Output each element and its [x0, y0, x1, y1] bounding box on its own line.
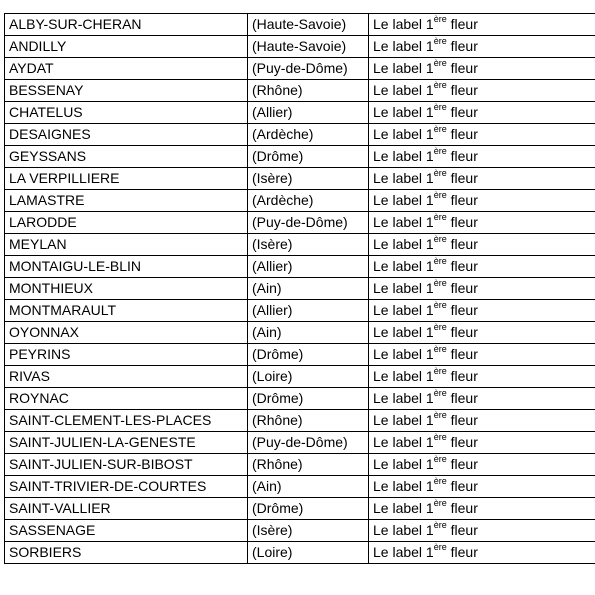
commune-cell: SAINT-JULIEN-SUR-BIBOST [5, 454, 248, 476]
commune-cell: SORBIERS [5, 542, 248, 564]
department-cell: (Rhône) [248, 454, 369, 476]
label-superscript: ère [433, 300, 447, 311]
table-row [5, 476, 595, 498]
label-prefix: Le label 1 [373, 148, 434, 164]
label-prefix: Le label 1 [373, 368, 434, 384]
label-suffix: fleur [446, 60, 478, 76]
label-cell [369, 146, 595, 168]
commune-cell: LA VERPILLIERE [5, 168, 248, 190]
label-suffix: fleur [446, 104, 478, 120]
table-row [5, 432, 595, 454]
department-cell: (Ain) [248, 322, 369, 344]
department-cell: (Loire) [248, 366, 369, 388]
department-cell: (Puy-de-Dôme) [248, 58, 369, 80]
label-superscript: ère [433, 168, 447, 179]
department-cell: (Loire) [248, 542, 369, 564]
label-superscript: ère [433, 410, 447, 421]
label-prefix: Le label 1 [373, 104, 434, 120]
commune-cell: ALBY-SUR-CHERAN [5, 14, 248, 36]
department-cell: (Allier) [248, 300, 369, 322]
table-row [5, 300, 595, 322]
department-cell: (Drôme) [248, 498, 369, 520]
department-cell: (Puy-de-Dôme) [248, 212, 369, 234]
label-cell [369, 168, 595, 190]
label-superscript: ère [433, 190, 447, 201]
table-row [5, 542, 595, 564]
department-cell: (Ain) [248, 476, 369, 498]
department-cell: (Rhône) [248, 410, 369, 432]
label-suffix: fleur [446, 280, 478, 296]
label-prefix: Le label 1 [373, 456, 434, 472]
label-prefix: Le label 1 [373, 544, 434, 560]
commune-cell: GEYSSANS [5, 146, 248, 168]
label-suffix: fleur [446, 258, 478, 274]
commune-cell: RIVAS [5, 366, 248, 388]
department-cell: (Haute-Savoie) [248, 36, 369, 58]
commune-cell: SAINT-CLEMENT-LES-PLACES [5, 410, 248, 432]
label-suffix: fleur [446, 522, 478, 538]
label-superscript: ère [433, 80, 447, 91]
label-cell [369, 366, 595, 388]
label-cell [369, 388, 595, 410]
label-suffix: fleur [446, 346, 478, 362]
label-prefix: Le label 1 [373, 82, 434, 98]
label-prefix: Le label 1 [373, 522, 434, 538]
label-suffix: fleur [446, 544, 478, 560]
commune-cell: MONTHIEUX [5, 278, 248, 300]
commune-cell: ROYNAC [5, 388, 248, 410]
department-cell: (Rhône) [248, 80, 369, 102]
commune-cell: DESAIGNES [5, 124, 248, 146]
table-row [5, 146, 595, 168]
department-cell: (Ardèche) [248, 124, 369, 146]
label-cell [369, 432, 595, 454]
label-suffix: fleur [446, 368, 478, 384]
label-prefix: Le label 1 [373, 390, 434, 406]
table-row [5, 278, 595, 300]
commune-cell: AYDAT [5, 58, 248, 80]
label-superscript: ère [433, 542, 447, 553]
label-cell [369, 476, 595, 498]
label-cell [369, 256, 595, 278]
label-suffix: fleur [446, 170, 478, 186]
label-suffix: fleur [446, 16, 478, 32]
commune-cell: SAINT-JULIEN-LA-GENESTE [5, 432, 248, 454]
label-cell [369, 14, 595, 36]
department-cell: (Allier) [248, 256, 369, 278]
label-cell [369, 300, 595, 322]
table-row [5, 102, 595, 124]
document-page [4, 13, 595, 564]
label-suffix: fleur [446, 236, 478, 252]
label-suffix: fleur [446, 456, 478, 472]
table-row [5, 498, 595, 520]
label-prefix: Le label 1 [373, 412, 434, 428]
label-prefix: Le label 1 [373, 324, 434, 340]
table-row [5, 14, 595, 36]
label-prefix: Le label 1 [373, 280, 434, 296]
label-suffix: fleur [446, 500, 478, 516]
table-row [5, 58, 595, 80]
label-superscript: ère [433, 124, 447, 135]
label-superscript: ère [433, 344, 447, 355]
label-suffix: fleur [446, 192, 478, 208]
table-row [5, 520, 595, 542]
label-prefix: Le label 1 [373, 214, 434, 230]
label-suffix: fleur [446, 412, 478, 428]
label-cell [369, 102, 595, 124]
label-suffix: fleur [446, 82, 478, 98]
label-suffix: fleur [446, 214, 478, 230]
label-superscript: ère [433, 454, 447, 465]
commune-cell: MEYLAN [5, 234, 248, 256]
label-superscript: ère [433, 256, 447, 267]
table-row [5, 234, 595, 256]
department-cell: (Ardèche) [248, 190, 369, 212]
awards-table-body [5, 14, 595, 564]
label-prefix: Le label 1 [373, 236, 434, 252]
label-cell [369, 212, 595, 234]
commune-cell: MONTMARAULT [5, 300, 248, 322]
table-row [5, 410, 595, 432]
label-superscript: ère [433, 278, 447, 289]
label-prefix: Le label 1 [373, 192, 434, 208]
label-cell [369, 322, 595, 344]
label-cell [369, 344, 595, 366]
label-prefix: Le label 1 [373, 346, 434, 362]
commune-cell: SAINT-TRIVIER-DE-COURTES [5, 476, 248, 498]
label-prefix: Le label 1 [373, 478, 434, 494]
department-cell: (Drôme) [248, 146, 369, 168]
label-suffix: fleur [446, 148, 478, 164]
label-cell [369, 542, 595, 564]
department-cell: (Haute-Savoie) [248, 14, 369, 36]
commune-cell: PEYRINS [5, 344, 248, 366]
label-prefix: Le label 1 [373, 38, 434, 54]
commune-cell: ANDILLY [5, 36, 248, 58]
label-cell [369, 124, 595, 146]
label-prefix: Le label 1 [373, 16, 434, 32]
table-row [5, 212, 595, 234]
table-row [5, 256, 595, 278]
table-row [5, 322, 595, 344]
department-cell: (Isère) [248, 168, 369, 190]
commune-cell: BESSENAY [5, 80, 248, 102]
commune-cell: SAINT-VALLIER [5, 498, 248, 520]
label-superscript: ère [433, 322, 447, 333]
label-prefix: Le label 1 [373, 60, 434, 76]
label-prefix: Le label 1 [373, 126, 434, 142]
label-suffix: fleur [446, 478, 478, 494]
label-prefix: Le label 1 [373, 434, 434, 450]
label-prefix: Le label 1 [373, 302, 434, 318]
label-suffix: fleur [446, 390, 478, 406]
label-suffix: fleur [446, 324, 478, 340]
label-cell [369, 520, 595, 542]
table-row [5, 36, 595, 58]
label-superscript: ère [433, 14, 447, 25]
label-cell [369, 36, 595, 58]
label-cell [369, 454, 595, 476]
label-cell [369, 80, 595, 102]
table-row [5, 168, 595, 190]
table-row [5, 190, 595, 212]
label-superscript: ère [433, 58, 447, 69]
label-superscript: ère [433, 432, 447, 443]
table-row [5, 366, 595, 388]
table-row [5, 344, 595, 366]
label-cell [369, 58, 595, 80]
awards-table [4, 13, 595, 564]
table-row [5, 388, 595, 410]
label-suffix: fleur [446, 434, 478, 450]
department-cell: (Puy-de-Dôme) [248, 432, 369, 454]
label-cell [369, 190, 595, 212]
label-cell [369, 498, 595, 520]
label-superscript: ère [433, 146, 447, 157]
label-superscript: ère [433, 498, 447, 509]
label-superscript: ère [433, 102, 447, 113]
table-row [5, 454, 595, 476]
commune-cell: OYONNAX [5, 322, 248, 344]
commune-cell: SASSENAGE [5, 520, 248, 542]
commune-cell: CHATELUS [5, 102, 248, 124]
department-cell: (Drôme) [248, 344, 369, 366]
department-cell: (Ain) [248, 278, 369, 300]
department-cell: (Isère) [248, 234, 369, 256]
department-cell: (Allier) [248, 102, 369, 124]
label-suffix: fleur [446, 38, 478, 54]
label-superscript: ère [433, 234, 447, 245]
commune-cell: LARODDE [5, 212, 248, 234]
label-superscript: ère [433, 36, 447, 47]
label-superscript: ère [433, 476, 447, 487]
commune-cell: LAMASTRE [5, 190, 248, 212]
table-row [5, 124, 595, 146]
label-prefix: Le label 1 [373, 170, 434, 186]
label-superscript: ère [433, 366, 447, 377]
label-cell [369, 234, 595, 256]
label-prefix: Le label 1 [373, 500, 434, 516]
label-suffix: fleur [446, 302, 478, 318]
label-superscript: ère [433, 388, 447, 399]
label-cell [369, 410, 595, 432]
commune-cell: MONTAIGU-LE-BLIN [5, 256, 248, 278]
department-cell: (Drôme) [248, 388, 369, 410]
label-prefix: Le label 1 [373, 258, 434, 274]
department-cell: (Isère) [248, 520, 369, 542]
label-cell [369, 278, 595, 300]
label-superscript: ère [433, 212, 447, 223]
label-suffix: fleur [446, 126, 478, 142]
table-row [5, 80, 595, 102]
label-superscript: ère [433, 520, 447, 531]
